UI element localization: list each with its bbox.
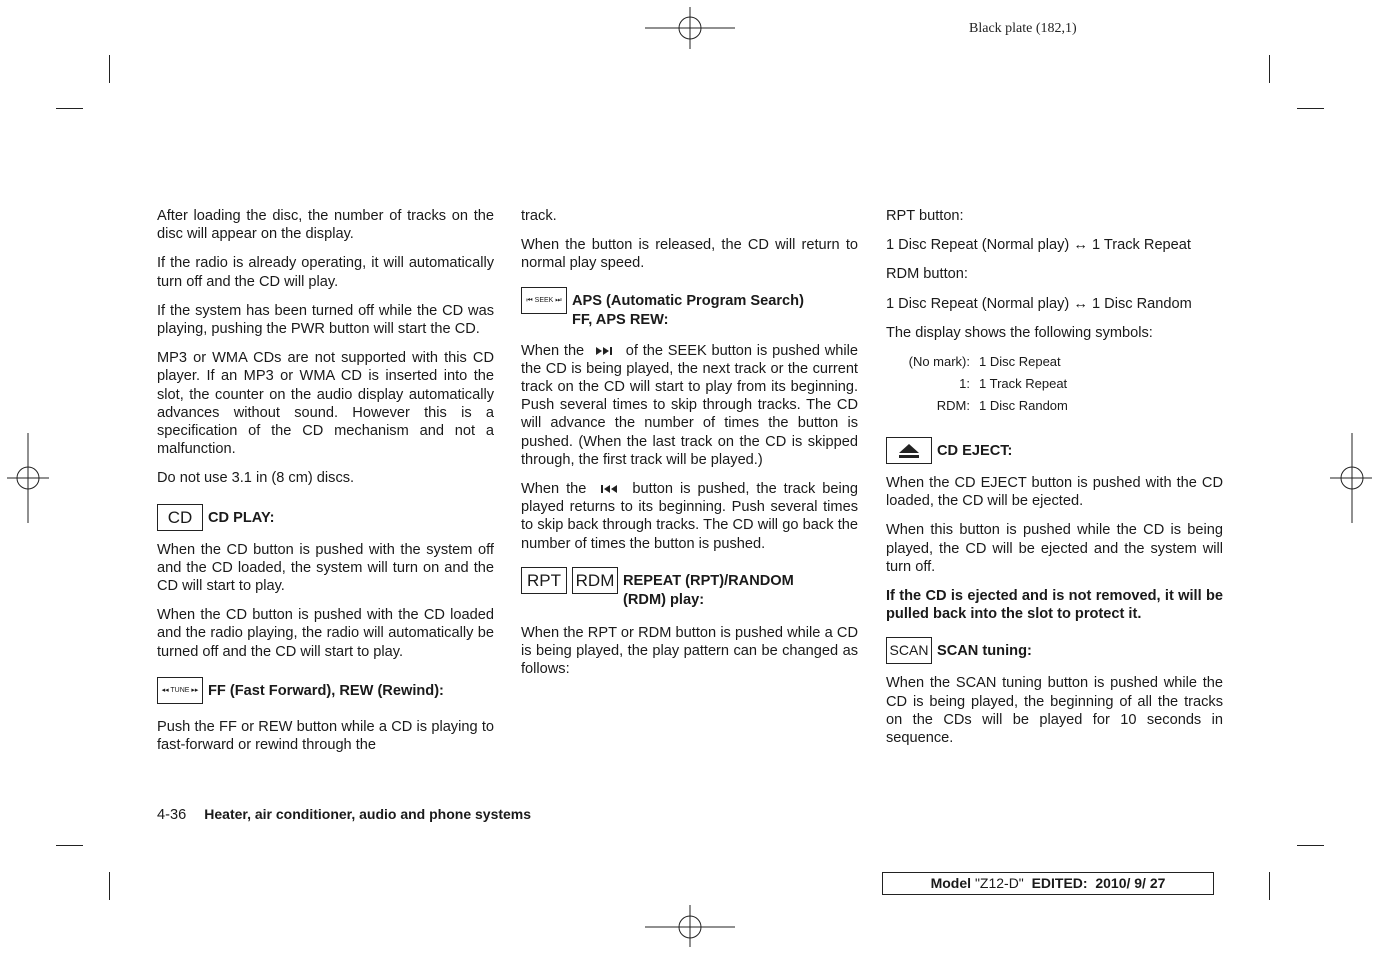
repeat-random-heading	[521, 567, 858, 610]
paragraph: MP3 or WMA CDs are not supported with this CD player. If an MP3 or WMA CD is inserted into the slot, the counter on the audio display automatically advances without sound. However this is a specification of the CD mechanism and not a malfunction.	[157, 350, 494, 458]
symbol-row	[886, 373, 1223, 395]
tune-button-icon: ◂◂ TUNE ▸▸	[157, 677, 203, 704]
ff-rew-heading	[157, 677, 494, 704]
text-run: button is pushed, the track being played returns to its beginning. Push several times to skip back through tracks. The CD will go back the number of times the button is pushed.	[521, 481, 859, 552]
paragraph: If the radio is already operating, it will automatically turn off and the CD will play.	[157, 255, 494, 290]
symbol-table	[886, 351, 1223, 417]
crop-mark	[56, 845, 83, 846]
paragraph	[521, 342, 858, 469]
text-run: When the	[521, 342, 585, 359]
cd-play-heading	[157, 504, 494, 531]
paragraph: 1 Disc Repeat (Normal play) ↔ 1 Track Repeat	[886, 237, 1191, 254]
crop-mark	[109, 55, 110, 83]
heading-text: (RDM) play:	[623, 591, 705, 608]
paragraph: When the CD EJECT button is pushed with the CD loaded, the CD will be ejected.	[886, 475, 1223, 510]
rdm-button-icon: RDM	[572, 567, 618, 594]
column-1	[157, 207, 494, 765]
heading-text: APS (Automatic Program Search)	[572, 292, 804, 309]
column-2	[521, 207, 858, 689]
heading-text-block	[623, 567, 794, 610]
symbol-key: 1:	[959, 376, 970, 392]
text-run: When the	[521, 481, 587, 498]
symbol-key: RDM:	[936, 398, 970, 414]
cd-button-icon: CD	[157, 504, 203, 531]
crop-mark	[1269, 55, 1270, 83]
symbol-value: 1 Track Repeat	[979, 376, 1068, 392]
scan-heading	[886, 637, 1223, 664]
registration-mark-bottom	[645, 905, 735, 949]
page-footer	[157, 806, 531, 823]
section-title: Heater, air conditioner, audio and phone systems	[204, 806, 532, 822]
heading-text: CD PLAY:	[208, 509, 275, 526]
heading-text: CD EJECT:	[937, 443, 1013, 460]
symbol-row	[886, 395, 1223, 417]
column-3	[886, 207, 1223, 758]
model-prefix: Model	[930, 875, 972, 891]
scan-button-icon: SCAN	[886, 637, 932, 664]
plate-label: Black plate (182,1)	[969, 21, 1077, 36]
paragraph: When the SCAN tuning button is pushed while the CD is being played, the beginning of all the tracks on the CDs will be played for 10 seconds in sequence.	[886, 675, 1223, 747]
seek-forward-icon	[595, 346, 615, 356]
model-box	[882, 872, 1214, 895]
symbol-value: 1 Disc Random	[979, 398, 1068, 414]
paragraph: After loading the disc, the number of tracks on the disc will appear on the display.	[157, 208, 494, 243]
crop-mark	[1269, 872, 1270, 900]
paragraph: The display shows the following symbols:	[886, 324, 1153, 341]
crop-mark	[1297, 108, 1324, 109]
edited-date: 2010/ 9/ 27	[1095, 875, 1166, 891]
paragraph: 1 Disc Repeat (Normal play) ↔ 1 Disc Random	[886, 295, 1192, 312]
crop-mark	[109, 872, 110, 900]
symbol-row	[886, 351, 1223, 373]
paragraph: When the RPT or RDM button is pushed while a CD is being played, the play pattern can be changed as follows:	[521, 624, 858, 678]
seek-button-icon: ⏮ SEEK ⏭	[521, 287, 567, 314]
paragraph: track.	[521, 208, 557, 224]
page-number: 4-36	[157, 807, 187, 823]
heading-text: FF (Fast Forward), REW (Rewind):	[208, 682, 444, 699]
paragraph: When the button is released, the CD will return to normal play speed.	[521, 237, 858, 272]
crop-mark	[56, 108, 83, 109]
edited-label: EDITED:	[1031, 875, 1088, 891]
paragraph: When this button is pushed while the CD is being played, the CD will be ejected and the system will turn off.	[886, 522, 1223, 575]
symbol-value: 1 Disc Repeat	[979, 354, 1061, 370]
aps-heading	[521, 287, 858, 330]
paragraph: Do not use 3.1 in (8 cm) discs.	[157, 470, 355, 487]
seek-back-icon	[599, 484, 619, 494]
paragraph: RPT button:	[886, 208, 964, 224]
eject-icon	[886, 437, 932, 464]
registration-mark-left	[5, 433, 49, 523]
warning-paragraph: If the CD is ejected and is not removed, it will be pulled back into the slot to protect it.	[886, 588, 1223, 623]
rpt-button-icon: RPT	[521, 567, 567, 594]
crop-mark	[1297, 845, 1324, 846]
heading-text: FF, APS REW:	[572, 311, 669, 328]
registration-mark-top	[645, 5, 735, 49]
symbol-key: (No mark):	[908, 354, 970, 370]
paragraph: When the CD button is pushed with the CD loaded and the radio playing, the radio will automatically be turned off and the CD will start to play.	[157, 607, 494, 660]
registration-mark-right	[1330, 433, 1374, 523]
paragraph	[521, 480, 858, 553]
heading-text: REPEAT (RPT)/RANDOM	[623, 572, 794, 589]
heading-text-block	[572, 287, 804, 330]
paragraph: RDM button:	[886, 266, 968, 283]
model-code: "Z12-D"	[974, 875, 1024, 891]
cd-eject-heading	[886, 437, 1223, 464]
text-run: of the SEEK button is pushed while the CD is being played, the next track or the current track on the CD will start to play from its beginning. Push several times to skip through tracks. The CD will advance the number of times the button is pushed. (When the last track on the CD is skipped through, the first track will be played.)	[521, 342, 859, 468]
heading-text: SCAN tuning:	[937, 643, 1032, 660]
paragraph: Push the FF or REW button while a CD is playing to fast-forward or rewind through the	[157, 718, 494, 754]
paragraph: If the system has been turned off while the CD was playing, pushing the PWR button will start the CD.	[157, 302, 494, 338]
paragraph: When the CD button is pushed with the system off and the CD loaded, the system will turn on and the CD will start to play.	[157, 541, 494, 595]
